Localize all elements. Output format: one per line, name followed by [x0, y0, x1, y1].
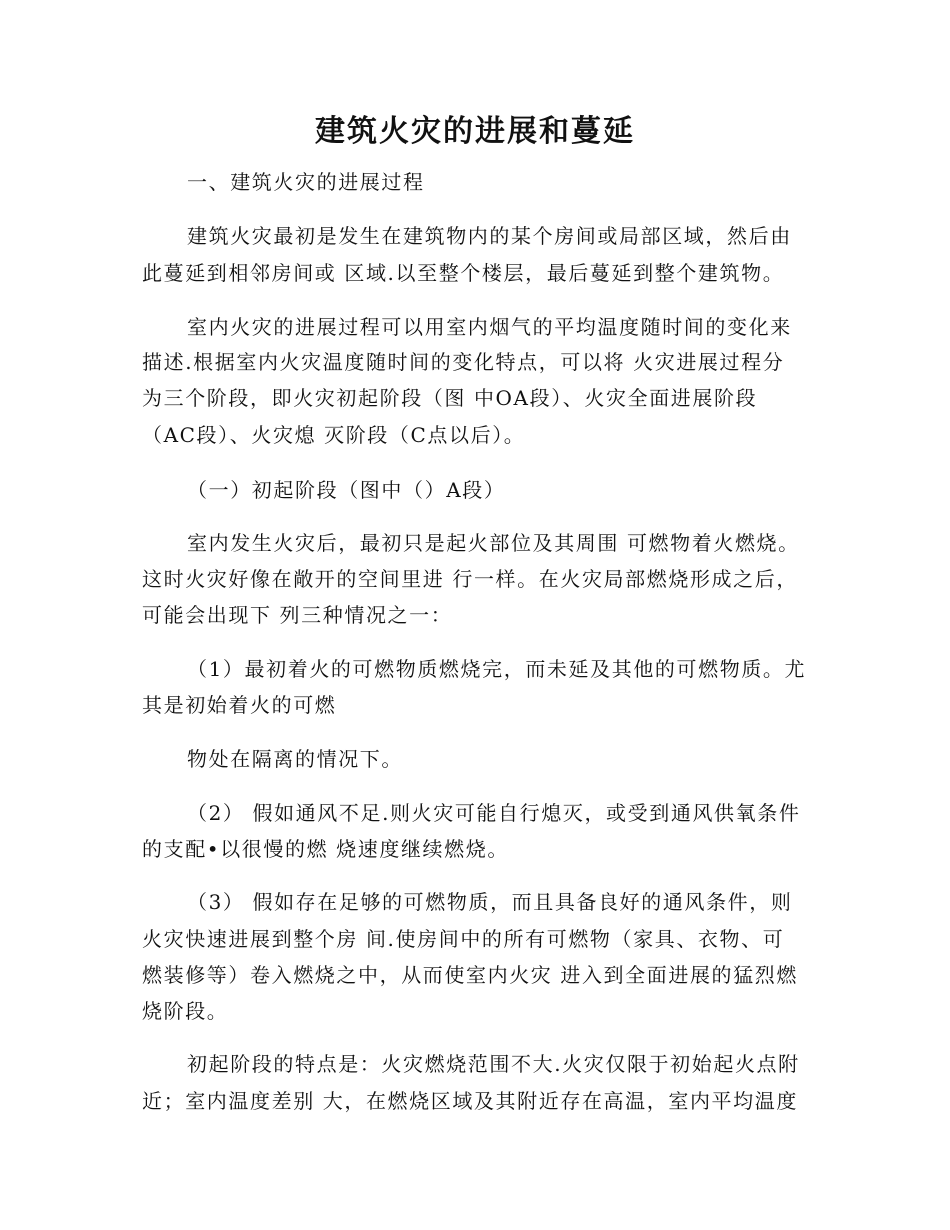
- paragraph-line: 可能会出现下 列三种情况之一：: [142, 603, 453, 627]
- list-item-line: （1）最初着火的可燃物质燃烧完，而未延及其他的可燃物质。尤: [187, 657, 807, 681]
- paragraph-line: 这时火灾好像在敞开的空间里进 行一样。在火灾局部燃烧形成之后，: [142, 567, 798, 591]
- subsection-heading: （一）初起阶段（图中（）A段）: [187, 478, 506, 502]
- section-heading: 一、建筑火灾的进展过程: [187, 170, 425, 194]
- list-item-line: 燃装修等）卷入燃烧之中，从而使室内火灾 进入到全面进展的猛烈燃: [142, 963, 798, 987]
- list-item-line: 的支配•以很慢的燃 烧速度继续燃烧。: [142, 837, 509, 861]
- paragraph-line: 为三个阶段，即火灾初起阶段（图 中OA段）、火灾全面进展阶段: [142, 386, 758, 410]
- document-title: 建筑火灾的进展和蔓延: [315, 114, 635, 149]
- paragraph-line: 描述.根据室内火灾温度随时间的变化特点，可以将 火灾进展过程分: [142, 350, 785, 374]
- paragraph-line: 室内发生火灾后，最初只是起火部位及其周围 可燃物着火燃烧。: [187, 531, 800, 555]
- paragraph-line: （AC段）、火灾熄 灭阶段（C点以后）。: [142, 423, 526, 447]
- list-item-line: 烧阶段。: [142, 999, 229, 1023]
- paragraph-line: 室内火灾的进展过程可以用室内烟气的平均温度随时间的变化来: [187, 315, 792, 339]
- list-item-line: （2） 假如通风不足.则火灾可能自行熄灭，或受到通风供氧条件: [187, 801, 801, 825]
- list-item-line: 火灾快速进展到整个房 间.使房间中的所有可燃物（家具、衣物、可: [142, 927, 785, 951]
- paragraph-line: 近；室内温度差别 大，在燃烧区域及其附近存在高温，室内平均温度: [142, 1089, 798, 1113]
- paragraph-line: 此蔓延到相邻房间或 区域.以至整个楼层，最后蔓延到整个建筑物。: [142, 261, 785, 285]
- paragraph-line: 物处在隔离的情况下。: [187, 747, 403, 771]
- paragraph-line: 初起阶段的特点是：火灾燃烧范围不大.火灾仅限于初始起火点附: [187, 1052, 800, 1076]
- list-item-line: （3） 假如存在足够的可燃物质，而且具备良好的通风条件，则: [187, 890, 793, 914]
- list-item-line: 其是初始着火的可燃: [142, 693, 337, 717]
- paragraph-line: 建筑火灾最初是发生在建筑物内的某个房间或局部区域，然后由: [187, 224, 792, 248]
